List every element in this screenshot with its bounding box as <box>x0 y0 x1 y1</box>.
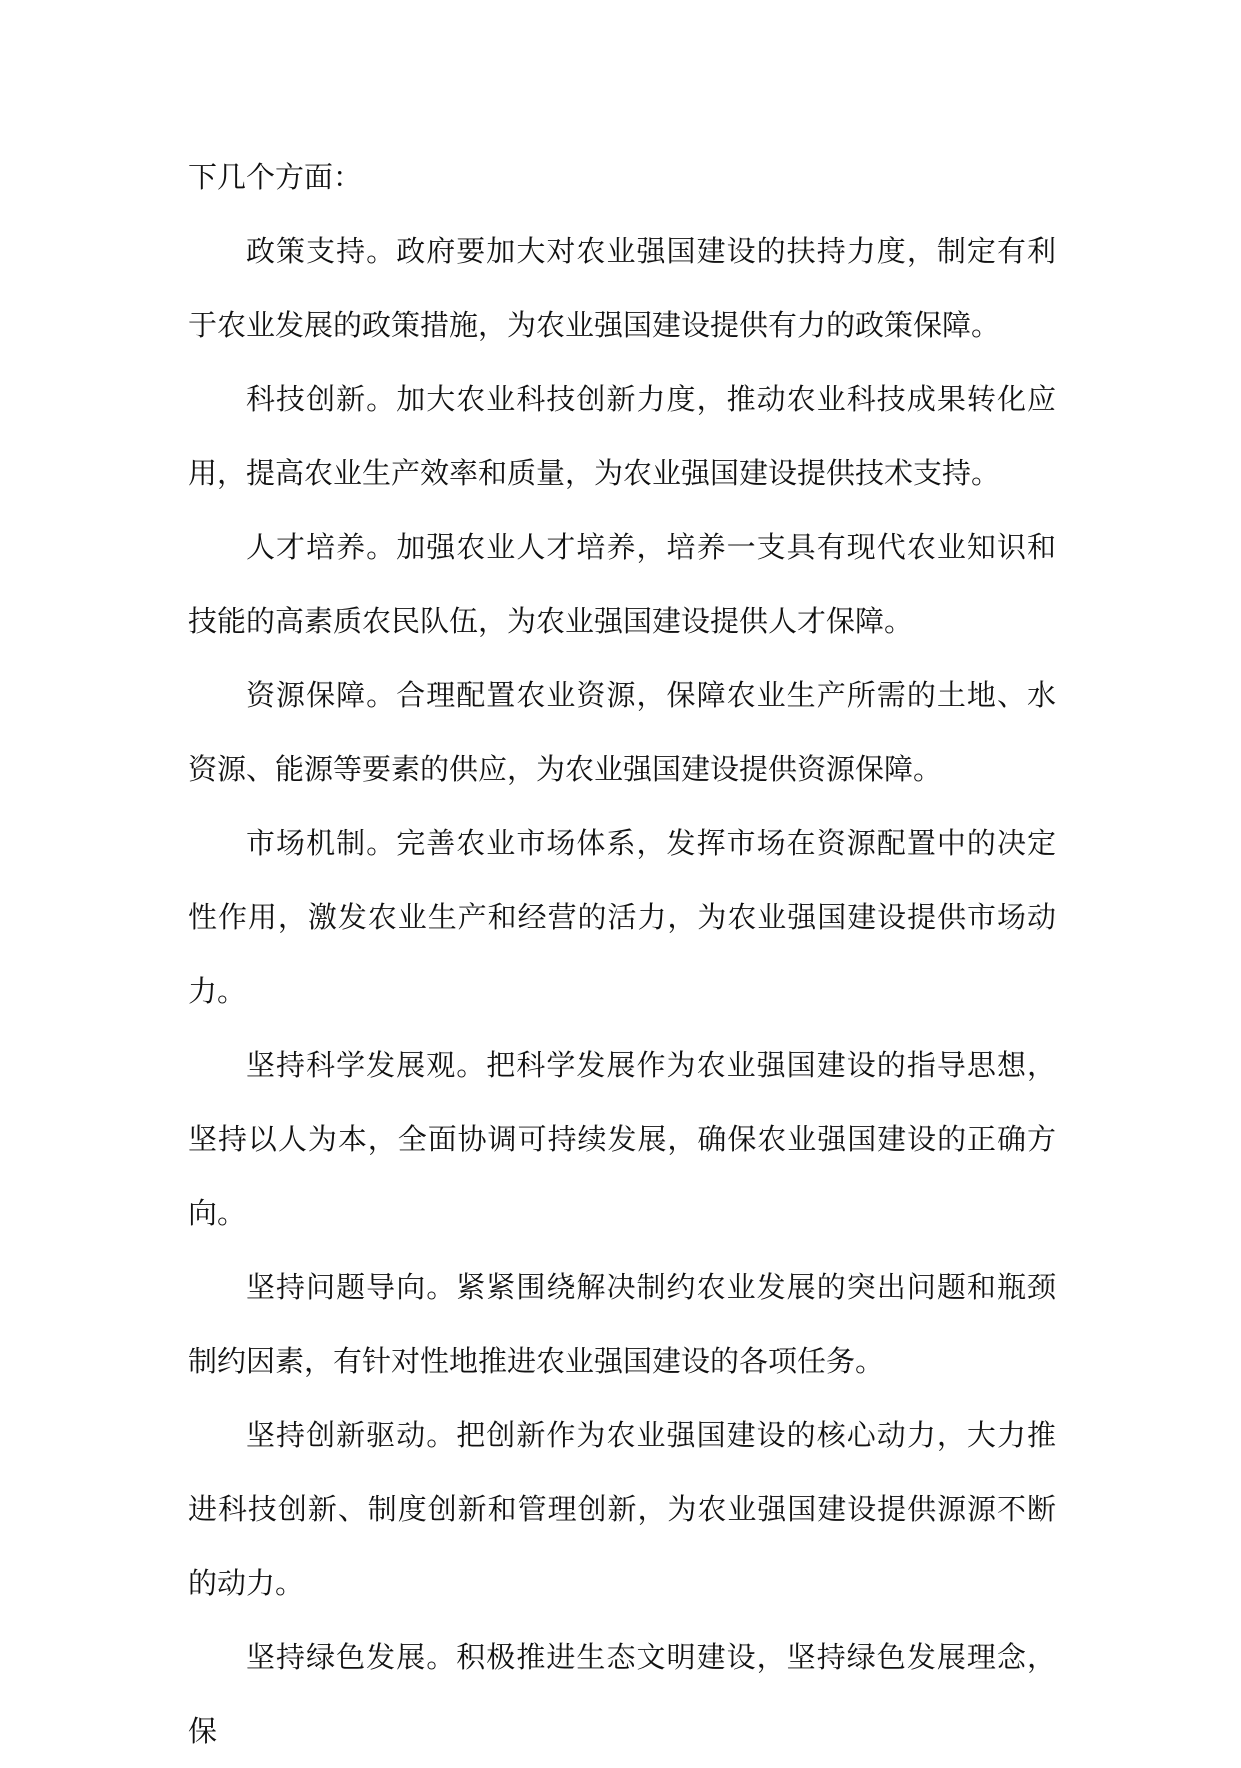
paragraph-intro-continuation: 下几个方面： <box>188 160 363 194</box>
document-body <box>188 140 1056 1768</box>
paragraph-problem-oriented: 坚持问题导向。紧紧围绕解决制约农业发展的突出问题和瓶颈制约因素，有针对性地推进农业强国建设的各项任务。 <box>188 1270 1056 1378</box>
paragraph-innovation-driven: 坚持创新驱动。把创新作为农业强国建设的核心动力，大力推进科技创新、制度创新和管理创新，为农业强国建设提供源源不断的动力。 <box>188 1418 1056 1600</box>
paragraph-green-development: 坚持绿色发展。积极推进生态文明建设，坚持绿色发展理念，保 <box>188 1640 1056 1748</box>
paragraph-talent-training: 人才培养。加强农业人才培养，培养一支具有现代农业知识和技能的高素质农民队伍，为农业强国建设提供人才保障。 <box>188 530 1056 638</box>
paragraph-scientific-development: 坚持科学发展观。把科学发展作为农业强国建设的指导思想，坚持以人为本，全面协调可持续发展，确保农业强国建设的正确方向。 <box>188 1048 1056 1230</box>
paragraph-policy-support: 政策支持。政府要加大对农业强国建设的扶持力度，制定有利于农业发展的政策措施，为农业强国建设提供有力的政策保障。 <box>188 234 1056 342</box>
paragraph-tech-innovation: 科技创新。加大农业科技创新力度，推动农业科技成果转化应用，提高农业生产效率和质量，为农业强国建设提供技术支持。 <box>188 382 1056 490</box>
paragraph-resource-guarantee: 资源保障。合理配置农业资源，保障农业生产所需的土地、水资源、能源等要素的供应，为农业强国建设提供资源保障。 <box>188 678 1056 786</box>
paragraph-market-mechanism: 市场机制。完善农业市场体系，发挥市场在资源配置中的决定性作用，激发农业生产和经营的活力，为农业强国建设提供市场动力。 <box>188 826 1056 1008</box>
